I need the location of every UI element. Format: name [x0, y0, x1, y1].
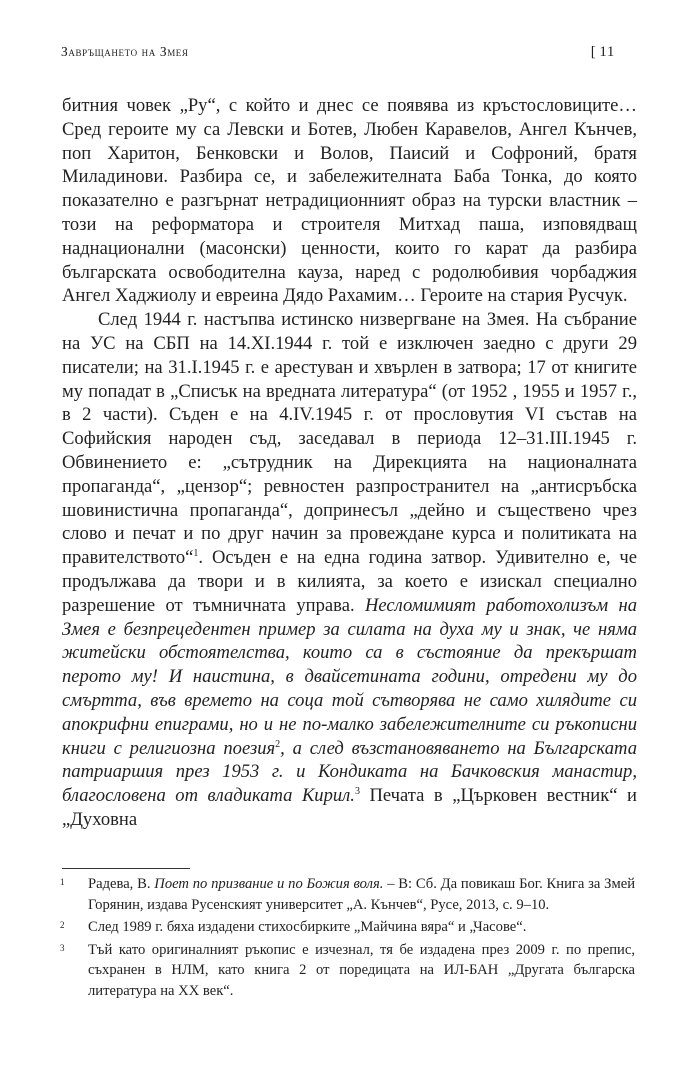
footnotes [60, 874, 636, 1003]
footnote-3 [60, 940, 635, 1002]
footnote-number: 2 [60, 920, 65, 930]
footnote-2 [60, 917, 635, 938]
footnote-ref-3: 3 [354, 786, 360, 798]
main-text [62, 94, 637, 832]
footnote-number: 1 [60, 877, 65, 887]
page-number-block [591, 44, 615, 61]
page-bracket: [ [590, 44, 597, 60]
footnote-text: След 1989 г. бяха издадени стихосбирките „Майчина вяра“ и „Часове“. [88, 919, 527, 935]
paragraph-2-italic: Несломимият работохолизъм на Змея е безпрецедентен пример за силата на духа му и знак, че няма житейски обстоятелства, които са в състояние да прекършат перото му! И наистина, в двайсетината години, отредени му до смъртта, във времето на соца той сътворява не само хилядите си апокрифни епиграми, но и не по-малко забележителните си ръкописни книги с религиозна поезия [62, 594, 638, 759]
running-title: Завръщането на Змея [61, 44, 189, 59]
footnote-1 [60, 874, 636, 915]
paragraph-2-italic-continued: , а след възстановяването на Българската патриаршия през 1953 г. и Кондиката на Бачковския манастир, благословена от владиката Кирил. [62, 737, 637, 807]
footnote-text: Тъй като оригиналният ръкопис е изчезнал, тя бе издадена през 2009 г. по препис, съхранен в НЛМ, като книга 2 от поредицата на ИЛ-БАН „Другата българска литература на ХХ век“. [88, 941, 635, 999]
page-number: 11 [599, 44, 615, 60]
footnote-text-continued: – В: Сб. Да повикаш Бог. Книга за Змей Горянин, издава Русенският университет „А. Кънчев“, Русе, 2013, с. 9–10. [88, 876, 636, 913]
footnote-ref-2: 2 [275, 738, 281, 750]
footnote-text: Радева, В. [88, 876, 155, 892]
paragraph-2-text-continued: . Осъден е на една година затвор. Удивително е, че продължава да твори и в килията, за което е изискал специално разрешение от тъмничната управа. [62, 547, 637, 616]
paragraph-2-text: След 1944 г. настъпва истинско низвергване на Змея. На събрание на УС на СБП на 14.XI.1944 г. той е изключен заедно с други 29 писатели; на 31.I.1945 г. е арестуван и хвърлен в затвора; 17 от книгите му попадат в „Списък на вредната литература“ (от 1952 , 1955 и 1957 г., в 2 части). Съден е на 4.IV.1945 г. от прословутия VI състав на Софийския народен съд, заседавал в периода 12–31.III.1945 г. Обвинението е: „сътрудник на Дирекцията на националната пропаганда“, „цензор“; ревностен разпространител на „антисръбска шовинистична пропаганда“, допринесъл „дейно и съществено чрез слово и печат и по друг начин за провеждане курса и политиката на правителството“ [62, 309, 637, 569]
footnote-italic-title: Поет по призвание и по Божия воля. [154, 876, 384, 892]
footnote-ref-1: 1 [193, 548, 199, 560]
paragraph-2-text-end: Печата в „Църковен вестник“ и „Духовна [62, 785, 637, 830]
running-header [61, 44, 615, 68]
footnote-number: 3 [60, 942, 65, 953]
paragraph-1: битния човек „Ру“, с който и днес се появява из кръстословиците… Сред героите му са Левски и Ботев, Любен Каравелов, Ангел Кънчев, поп Харитон, Бенковски и Волов, Паисий и Софроний, братя Миладинови. Разбира се, и забележителната Баба Тонка, до която показателно е разгърнат нетрадиционният образ на турски властник – този на реформатора и строителя Митхад паша, изповядващ наднационални (масонски) ценности, които го карат да разбира българската освободителна кауза, наред с родолюбивия чорбаджия Ангел Хаджиолу и евреина Дядо Рахамим… Героите на стария Русчук. [62, 95, 637, 307]
paragraph-2 [62, 308, 637, 832]
footnote-separator [62, 868, 190, 869]
